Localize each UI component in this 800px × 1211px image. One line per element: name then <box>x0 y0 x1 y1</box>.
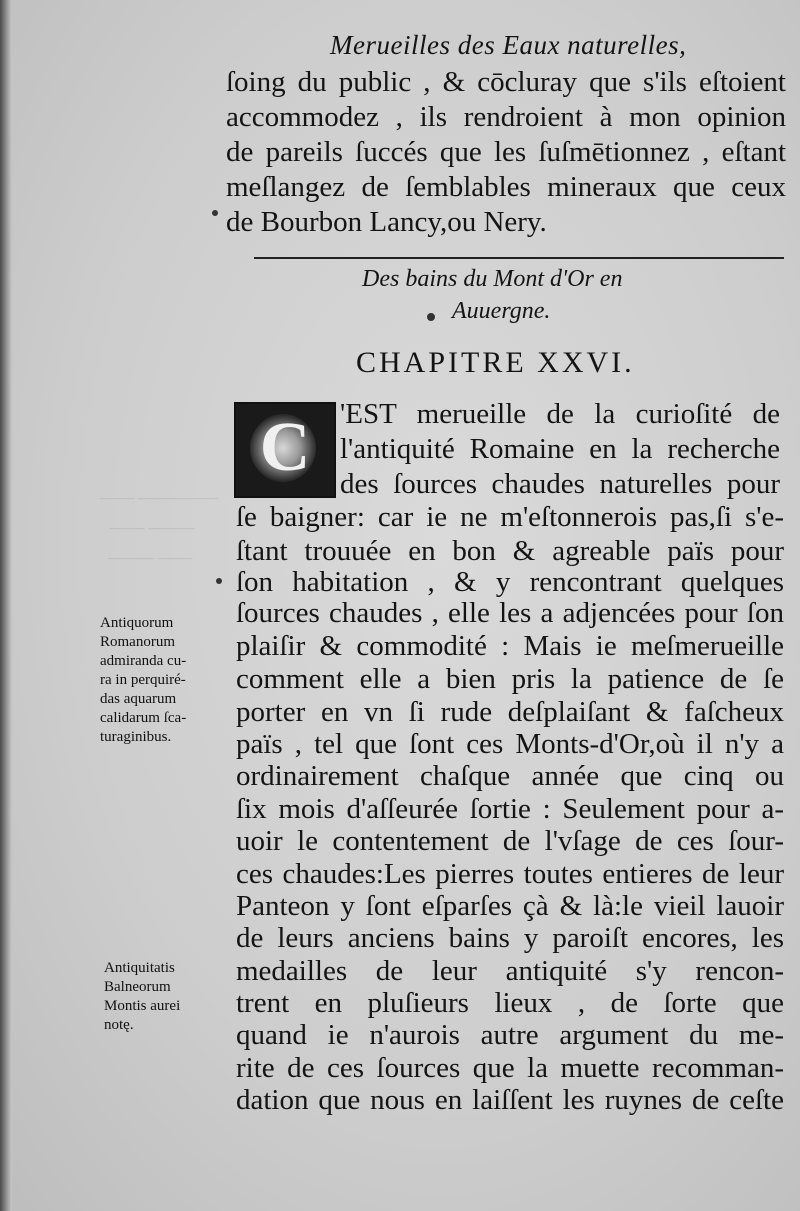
text-line: rite de ces ſources que la muette recomman- <box>236 1052 784 1084</box>
text-line: l'antiquité Romaine en la recherche <box>340 433 780 465</box>
book-gutter <box>0 0 12 1211</box>
bleed-through: ———— ——— <box>108 550 193 565</box>
text-line: de Bourbon Lancy,ou Nery. <box>226 206 547 238</box>
text-line: quand ie n'aurois autre argument du me- <box>236 1019 784 1051</box>
text-line: dation que nous en laiſſent les ruynes de ceſte <box>236 1084 784 1116</box>
margin-note-line: Antiquitatis <box>104 960 175 976</box>
text-line: comment elle a bien pris la patience de ſe <box>236 663 784 695</box>
section-divider <box>254 257 784 259</box>
text-line: uoir le contentement de l'vſage de ces ſour- <box>236 825 784 857</box>
initial-letter: C <box>259 409 311 486</box>
text-line: ſe baigner: car ie ne m'eſtonnerois pas,ſi s'e- <box>236 501 784 533</box>
margin-note-line: Antiquorum <box>100 615 174 631</box>
margin-note-line: calidarum ſca- <box>100 710 187 726</box>
text-line: ſix mois d'aſſeurée ſortie : Seulement pour a- <box>236 793 784 825</box>
margin-note-line: Montis aurei <box>104 998 181 1014</box>
margin-note-line: Romanorum <box>100 634 175 650</box>
text-line: accommodez , ils rendroient à mon opinion <box>226 101 786 133</box>
text-line: medailles de leur antiquité s'y rencon- <box>236 955 784 987</box>
text-line: 'EST merueille de la curioſité de <box>340 398 780 430</box>
ink-speck <box>212 210 218 216</box>
bleed-through: ——— ——————— <box>100 490 219 505</box>
text-line: ſoing du public , & cōcluray que s'ils eſtoient <box>226 66 786 98</box>
section-title: Des bains du Mont d'Or en <box>362 266 623 292</box>
text-line: plaiſir & commodité : Mais ie meſmerueille <box>236 630 784 662</box>
text-line: ſources chaudes , elle les a adjencées pour ſon <box>236 597 784 629</box>
section-title-continued: Auuergne. <box>452 298 551 324</box>
text-line: meſlangez de ſemblables mineraux que ceux <box>226 171 786 203</box>
margin-note-line: notę. <box>104 1017 134 1033</box>
text-line: de leurs anciens bains y paroiſt encores, les <box>236 922 784 954</box>
text-line: porter en vn ſi rude deſplaiſant & faſcheux <box>236 696 784 728</box>
margin-note-line: ra in perquiré- <box>100 672 186 688</box>
text-line: ces chaudes:Les pierres toutes entieres de leur <box>236 858 784 890</box>
text-line: ſtant trouuée en bon & agreable païs pour <box>236 535 784 567</box>
ink-speck <box>427 313 435 321</box>
margin-note-line: Balneorum <box>104 979 171 995</box>
bleed-through: ——— ———— <box>110 520 195 535</box>
chapter-heading: CHAPITRE XXVI. <box>356 346 635 379</box>
text-line: de pareils ſuccés que les ſuſmētionnez , eſtant <box>226 136 786 168</box>
margin-note-line: turaginibus. <box>100 729 172 745</box>
text-line: ordinairement chaſque année que cinq ou <box>236 760 784 792</box>
text-line: païs , tel que ſont ces Monts-d'Or,où il n'y a <box>236 728 784 760</box>
text-line: trent en pluſieurs lieux , de ſorte que <box>236 987 784 1019</box>
text-line: Panteon y ſont eſparſes çà & là:le vieil lauoir <box>236 890 784 922</box>
decorated-initial <box>234 402 336 498</box>
margin-note-line: admiranda cu- <box>100 653 187 669</box>
text-line: des ſources chaudes naturelles pour <box>340 468 780 500</box>
ink-speck <box>216 578 222 584</box>
running-head: Merueilles des Eaux naturelles, <box>330 30 687 60</box>
margin-note-line: das aquarum <box>100 691 177 707</box>
text-line: ſon habitation , & y rencontrant quelques <box>236 566 784 598</box>
